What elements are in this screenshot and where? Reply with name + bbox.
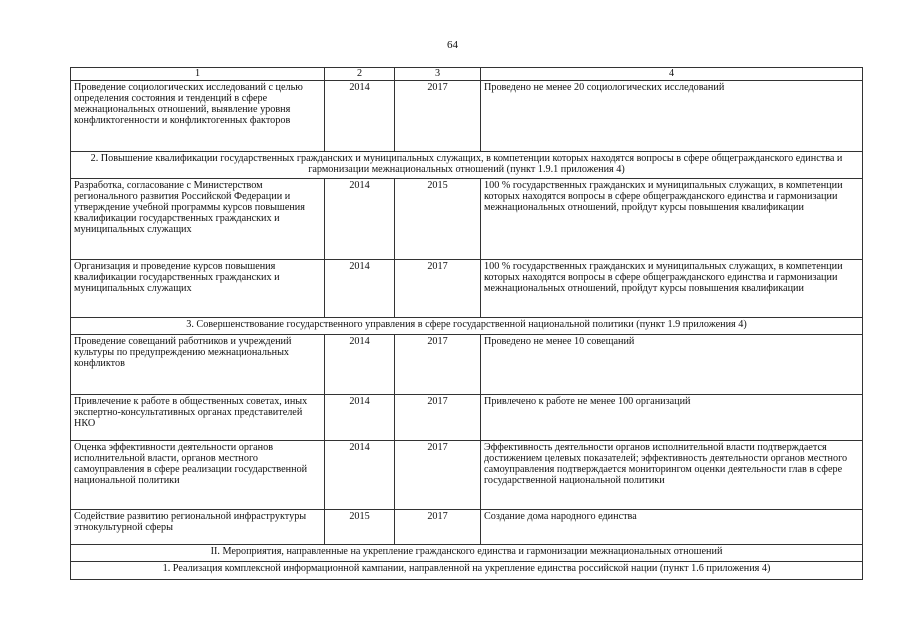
result-cell: Проведено не менее 20 социологических исследований bbox=[481, 81, 863, 152]
column-header: 4 bbox=[481, 68, 863, 81]
measure-name-cell: Проведение социологических исследований с целью определения состояния и тенденций в сфере межнациональных отношений, выявление уровня конфликтогенности и конфликтогенных факторов bbox=[71, 81, 325, 152]
table-row bbox=[71, 510, 863, 545]
result-cell: 100 % государственных гражданских и муниципальных служащих, в компетенции которых находятся вопросы в сфере общегражданского единства и гармонизации межнациональных отношений, пройдут курсы повышения квалификации bbox=[481, 179, 863, 260]
start-year-cell: 2014 bbox=[325, 335, 395, 395]
section-row bbox=[71, 318, 863, 335]
result-cell: Эффективность деятельности органов исполнительной власти подтверждается достижением целевых показателей; эффективность деятельности органов местного самоуправления подтверждается мониторингом оценки деятельности глав в сфере государственной национальной политики bbox=[481, 441, 863, 510]
measures-table bbox=[70, 67, 863, 580]
measure-name-cell: Привлечение к работе в общественных советах, иных экспертно-консультативных органах представителей НКО bbox=[71, 395, 325, 441]
section-heading: II. Мероприятия, направленные на укрепление гражданского единства и гармонизации межнациональных отношений bbox=[71, 545, 863, 562]
start-year-cell: 2015 bbox=[325, 510, 395, 545]
result-cell: Создание дома народного единства bbox=[481, 510, 863, 545]
table-row bbox=[71, 260, 863, 318]
measure-name-cell: Разработка, согласование с Министерством регионального развития Российской Федерации и утверждение учебной программы курсов повышения квалификации государственных гражданских и муниципальных служащих bbox=[71, 179, 325, 260]
measure-name-cell: Проведение совещаний работников и учреждений культуры по предупреждению межнациональных конфликтов bbox=[71, 335, 325, 395]
table-row bbox=[71, 335, 863, 395]
result-cell: Проведено не менее 10 совещаний bbox=[481, 335, 863, 395]
page-number: 64 bbox=[447, 39, 458, 51]
table-row bbox=[71, 441, 863, 510]
result-cell: 100 % государственных гражданских и муниципальных служащих, в компетенции которых находятся вопросы в сфере общегражданского единства и гармонизации межнациональных отношений, пройдут курсы повышения квалификации bbox=[481, 260, 863, 318]
result-cell: Привлечено к работе не менее 100 организаций bbox=[481, 395, 863, 441]
table-row bbox=[71, 179, 863, 260]
measure-name-cell: Организация и проведение курсов повышения квалификации государственных гражданских и муниципальных служащих bbox=[71, 260, 325, 318]
start-year-cell: 2014 bbox=[325, 395, 395, 441]
measure-name-cell: Оценка эффективности деятельности органов исполнительной власти, органов местного самоуправления в сфере реализации государственной национальной политики bbox=[71, 441, 325, 510]
end-year-cell: 2017 bbox=[395, 260, 481, 318]
section-heading: 2. Повышение квалификации государственных гражданских и муниципальных служащих, в компетенции которых находятся вопросы в сфере общегражданского единства и гармонизации межнациональных отношений (пункт 1.9.1 приложения 4) bbox=[71, 152, 863, 179]
start-year-cell: 2014 bbox=[325, 441, 395, 510]
end-year-cell: 2017 bbox=[395, 441, 481, 510]
section-row bbox=[71, 152, 863, 179]
column-header: 2 bbox=[325, 68, 395, 81]
column-header: 3 bbox=[395, 68, 481, 81]
start-year-cell: 2014 bbox=[325, 260, 395, 318]
end-year-cell: 2015 bbox=[395, 179, 481, 260]
measure-name-cell: Содействие развитию региональной инфраструктуры этнокультурной сферы bbox=[71, 510, 325, 545]
section-heading: 1. Реализация комплексной информационной кампании, направленной на укрепление единства российской нации (пункт 1.6 приложения 4) bbox=[71, 562, 863, 580]
section-row bbox=[71, 562, 863, 580]
table-row bbox=[71, 81, 863, 152]
end-year-cell: 2017 bbox=[395, 395, 481, 441]
start-year-cell: 2014 bbox=[325, 179, 395, 260]
section-row bbox=[71, 545, 863, 562]
section-heading: 3. Совершенствование государственного управления в сфере государственной национальной политики (пункт 1.9 приложения 4) bbox=[71, 318, 863, 335]
end-year-cell: 2017 bbox=[395, 81, 481, 152]
start-year-cell: 2014 bbox=[325, 81, 395, 152]
table-row bbox=[71, 395, 863, 441]
end-year-cell: 2017 bbox=[395, 510, 481, 545]
table-header-row bbox=[71, 68, 863, 81]
column-header: 1 bbox=[71, 68, 325, 81]
end-year-cell: 2017 bbox=[395, 335, 481, 395]
